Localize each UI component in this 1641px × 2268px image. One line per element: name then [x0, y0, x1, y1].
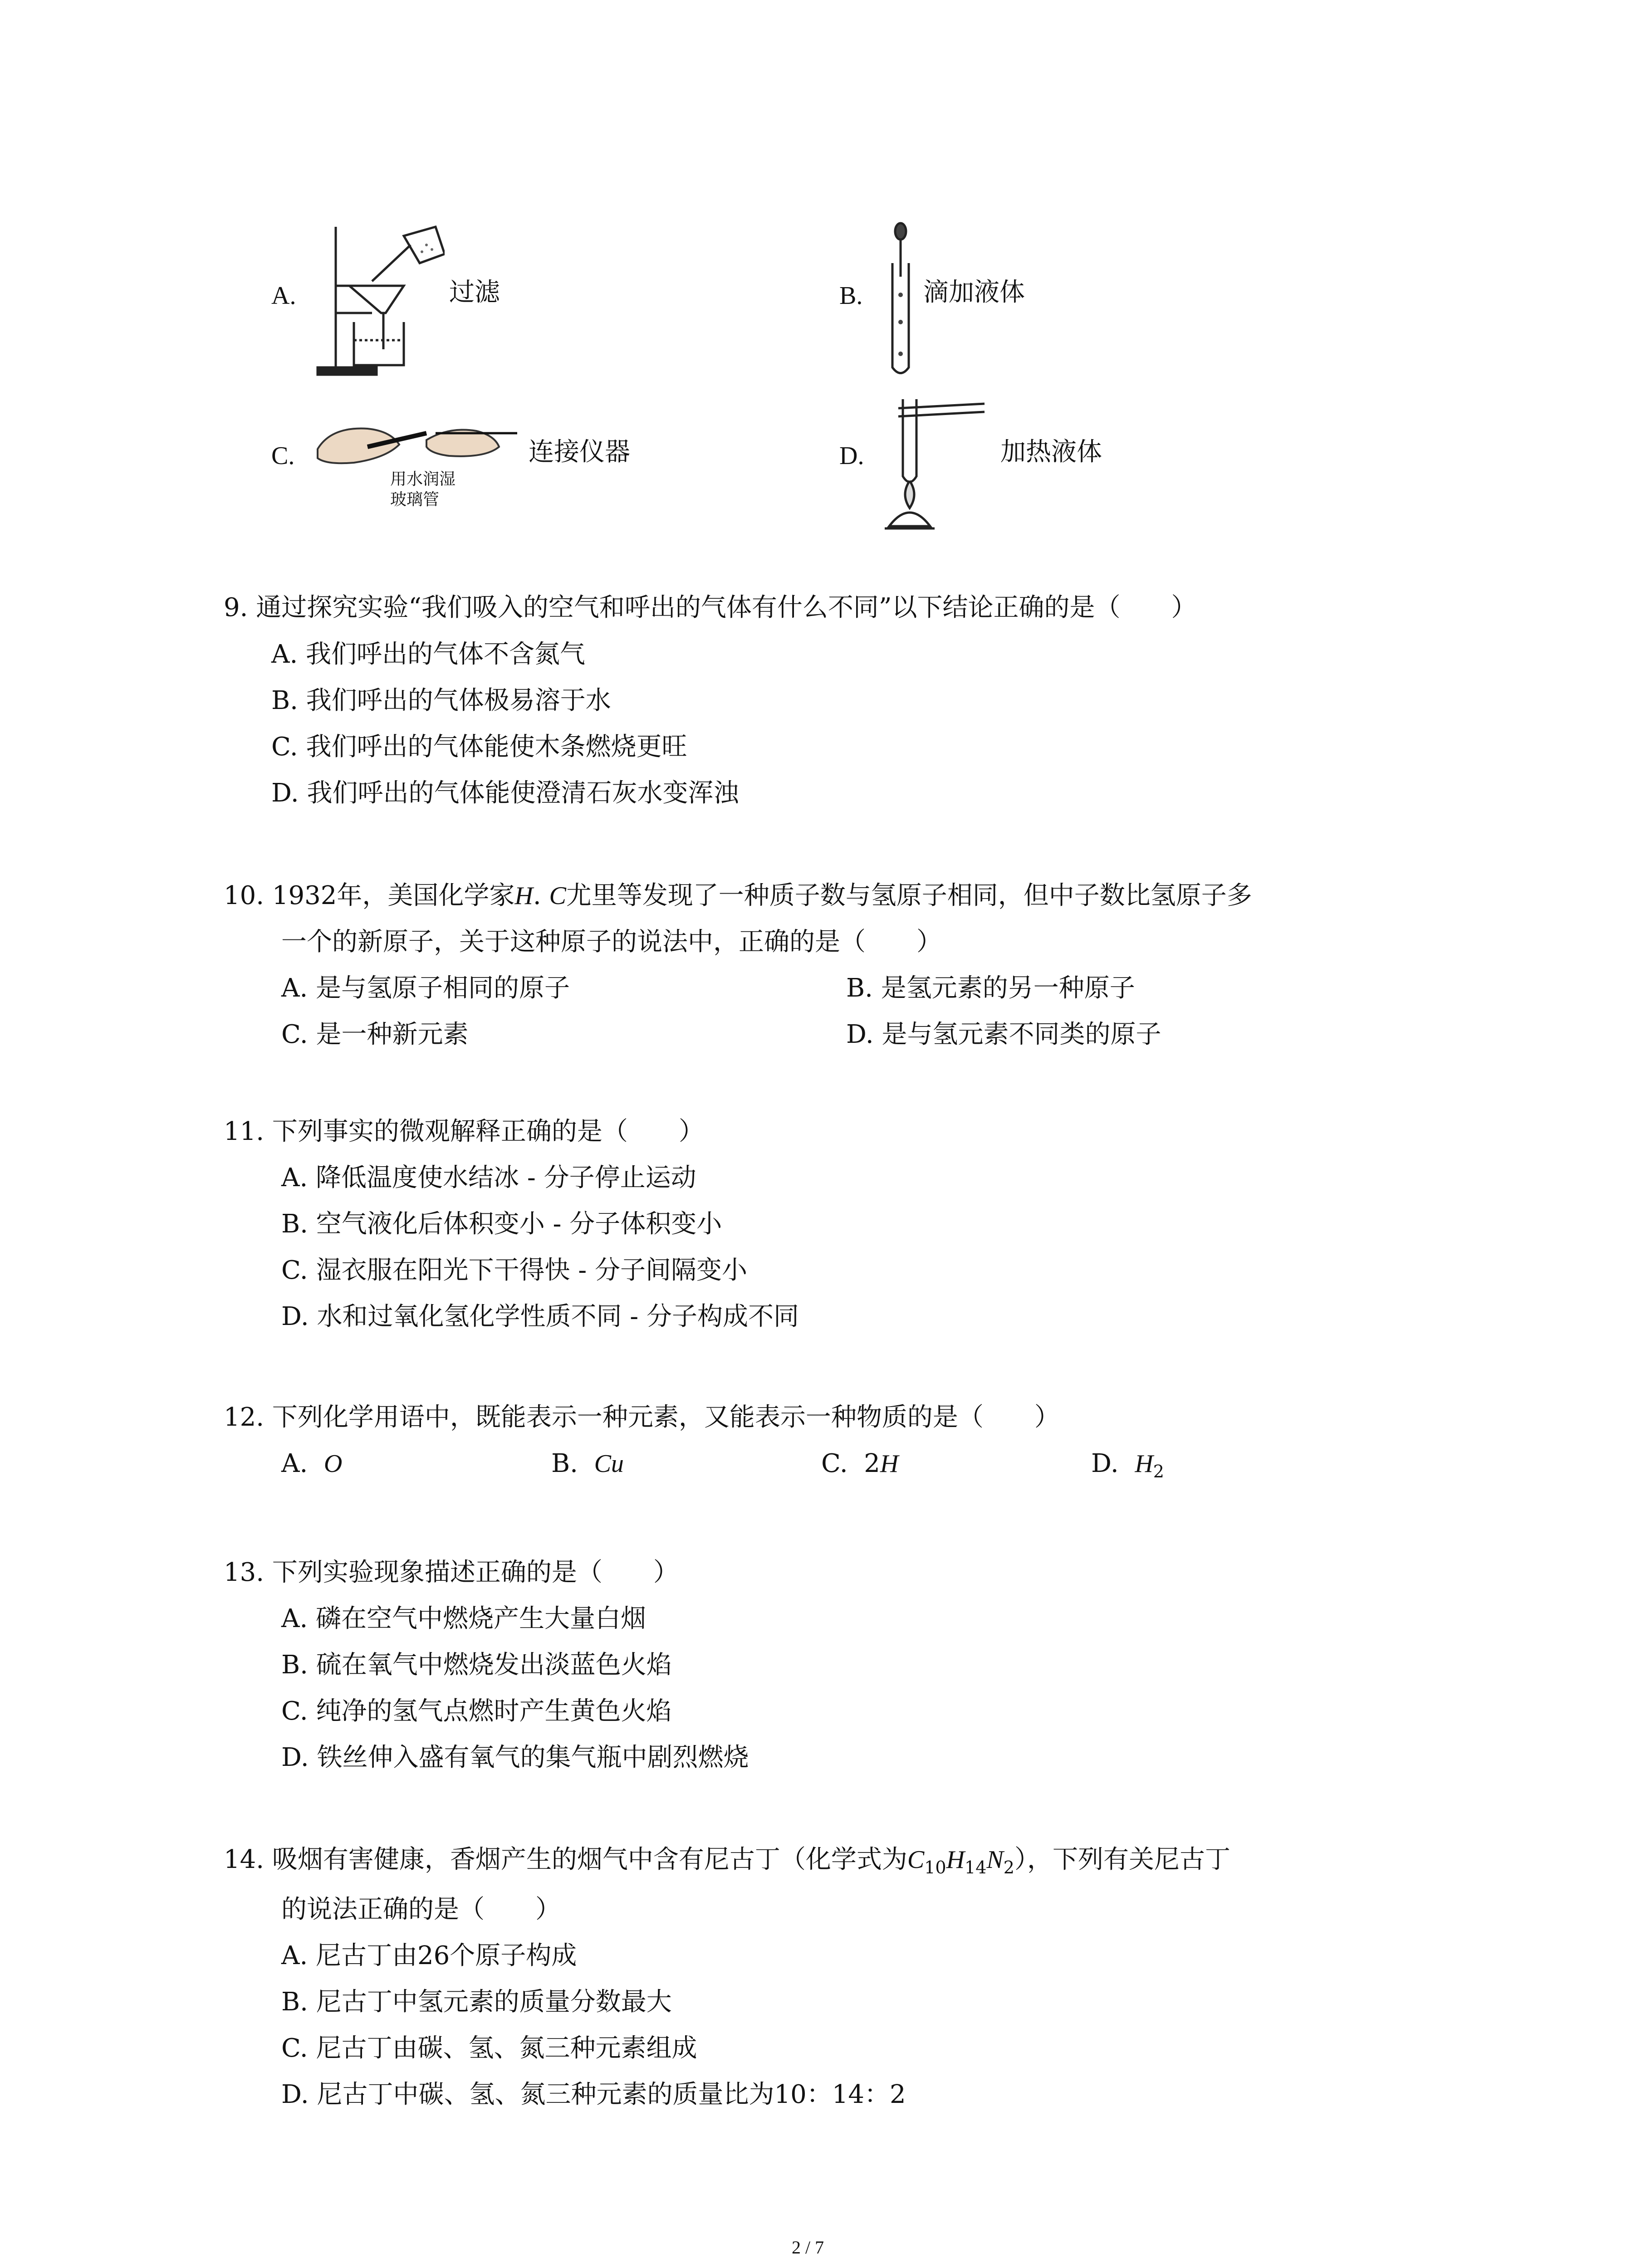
q14-stem-line1: 14. 吸烟有害健康，香烟产生的烟气中含有尼古丁（化学式为$C_{10}H_{14}N_2$），下列有关尼古丁 — [224, 1845, 1230, 1878]
filtration-figure — [313, 218, 445, 381]
q12-stem: 12. 下列化学用语中，既能表示一种元素，又能表示一种物质的是（ ） — [224, 1403, 1060, 1432]
q13-option-b: B. 硫在氧气中燃烧发出淡蓝色火焰 — [281, 1650, 672, 1680]
q14-option-b: B. 尼古丁中氢元素的质量分数最大 — [281, 1987, 672, 2017]
q9-stem: 9. 通过探究实验“我们吸入的空气和呼出的气体有什么不同”以下结论正确的是（ ） — [224, 593, 1197, 622]
q10-stem-line1: 10. 1932年，美国化学家H. C尤里等发现了一种质子数与氢原子相同，但中子数比氢原子多 — [224, 881, 1252, 910]
q10-stem-line2: 一个的新原子，关于这种原子的说法中，正确的是（ ） — [281, 927, 942, 957]
q8-option-a-letter: A. — [271, 282, 296, 310]
q10-option-d: D. 是与氢元素不同类的原子 — [846, 1020, 1161, 1049]
q9-option-c: C. 我们呼出的气体能使木条燃烧更旺 — [271, 732, 687, 762]
heating-liquid-figure — [885, 390, 989, 535]
q11-option-c: C. 湿衣服在阳光下干得快 - 分子间隔变小 — [281, 1256, 747, 1285]
q14-option-a: A. 尼古丁由26个原子构成 — [281, 1941, 577, 1970]
figure-note-line2: 玻璃管 — [390, 490, 440, 509]
q12-option-b: B. Cu — [551, 1449, 624, 1478]
q11-option-a: A. 降低温度使水结冰 - 分子停止运动 — [281, 1163, 696, 1193]
q14-stem-line2: 的说法正确的是（ ） — [281, 1895, 561, 1924]
q13-option-d: D. 铁丝伸入盛有氧气的集气瓶中剧烈燃烧 — [281, 1743, 749, 1772]
q10-option-c: C. 是一种新元素 — [281, 1020, 469, 1049]
q11-option-d: D. 水和过氧化氢化学性质不同 - 分子构成不同 — [281, 1302, 799, 1331]
q14-option-d: D. 尼古丁中碳、氢、氮三种元素的质量比为10：14：2 — [281, 2080, 906, 2109]
q13-option-a: A. 磷在空气中燃烧产生大量白烟 — [281, 1604, 647, 1633]
q11-stem: 11. 下列事实的微观解释正确的是（ ） — [224, 1117, 704, 1146]
q12-option-d: D. $H_2$ — [1091, 1449, 1164, 1482]
q8-option-b-text: 滴加液体 — [923, 278, 1025, 307]
page-number: 2 / 7 — [792, 2237, 824, 2258]
q13-stem: 13. 下列实验现象描述正确的是（ ） — [224, 1558, 679, 1587]
q13-option-c: C. 纯净的氢气点燃时产生黄色火焰 — [281, 1696, 672, 1726]
q8-option-b-letter: B. — [839, 282, 863, 310]
q8-option-c-letter: C. — [271, 442, 295, 470]
q8-option-c-text: 连接仪器 — [529, 437, 630, 467]
q10-option-a: A. 是与氢原子相同的原子 — [281, 973, 570, 1003]
q8-option-d-letter: D. — [839, 442, 864, 470]
q14-option-c: C. 尼古丁由碳、氢、氮三种元素组成 — [281, 2033, 697, 2063]
q9-option-b: B. 我们呼出的气体极易溶于水 — [271, 686, 611, 715]
q9-option-d: D. 我们呼出的气体能使澄清石灰水变浑浊 — [271, 778, 739, 808]
q12-option-a: A. O — [281, 1449, 343, 1478]
q8-option-a-text: 过滤 — [449, 278, 500, 307]
q11-option-b: B. 空气液化后体积变小 - 分子体积变小 — [281, 1209, 722, 1239]
q12-option-c: C. 2H — [821, 1449, 899, 1478]
q8-option-d-text: 加热液体 — [1000, 437, 1102, 467]
q10-option-b: B. 是氢元素的另一种原子 — [846, 973, 1135, 1003]
figure-note-line1: 用水润湿 — [390, 470, 456, 489]
dropper-figure — [882, 218, 919, 381]
q9-option-a: A. 我们呼出的气体不含氮气 — [271, 640, 586, 669]
